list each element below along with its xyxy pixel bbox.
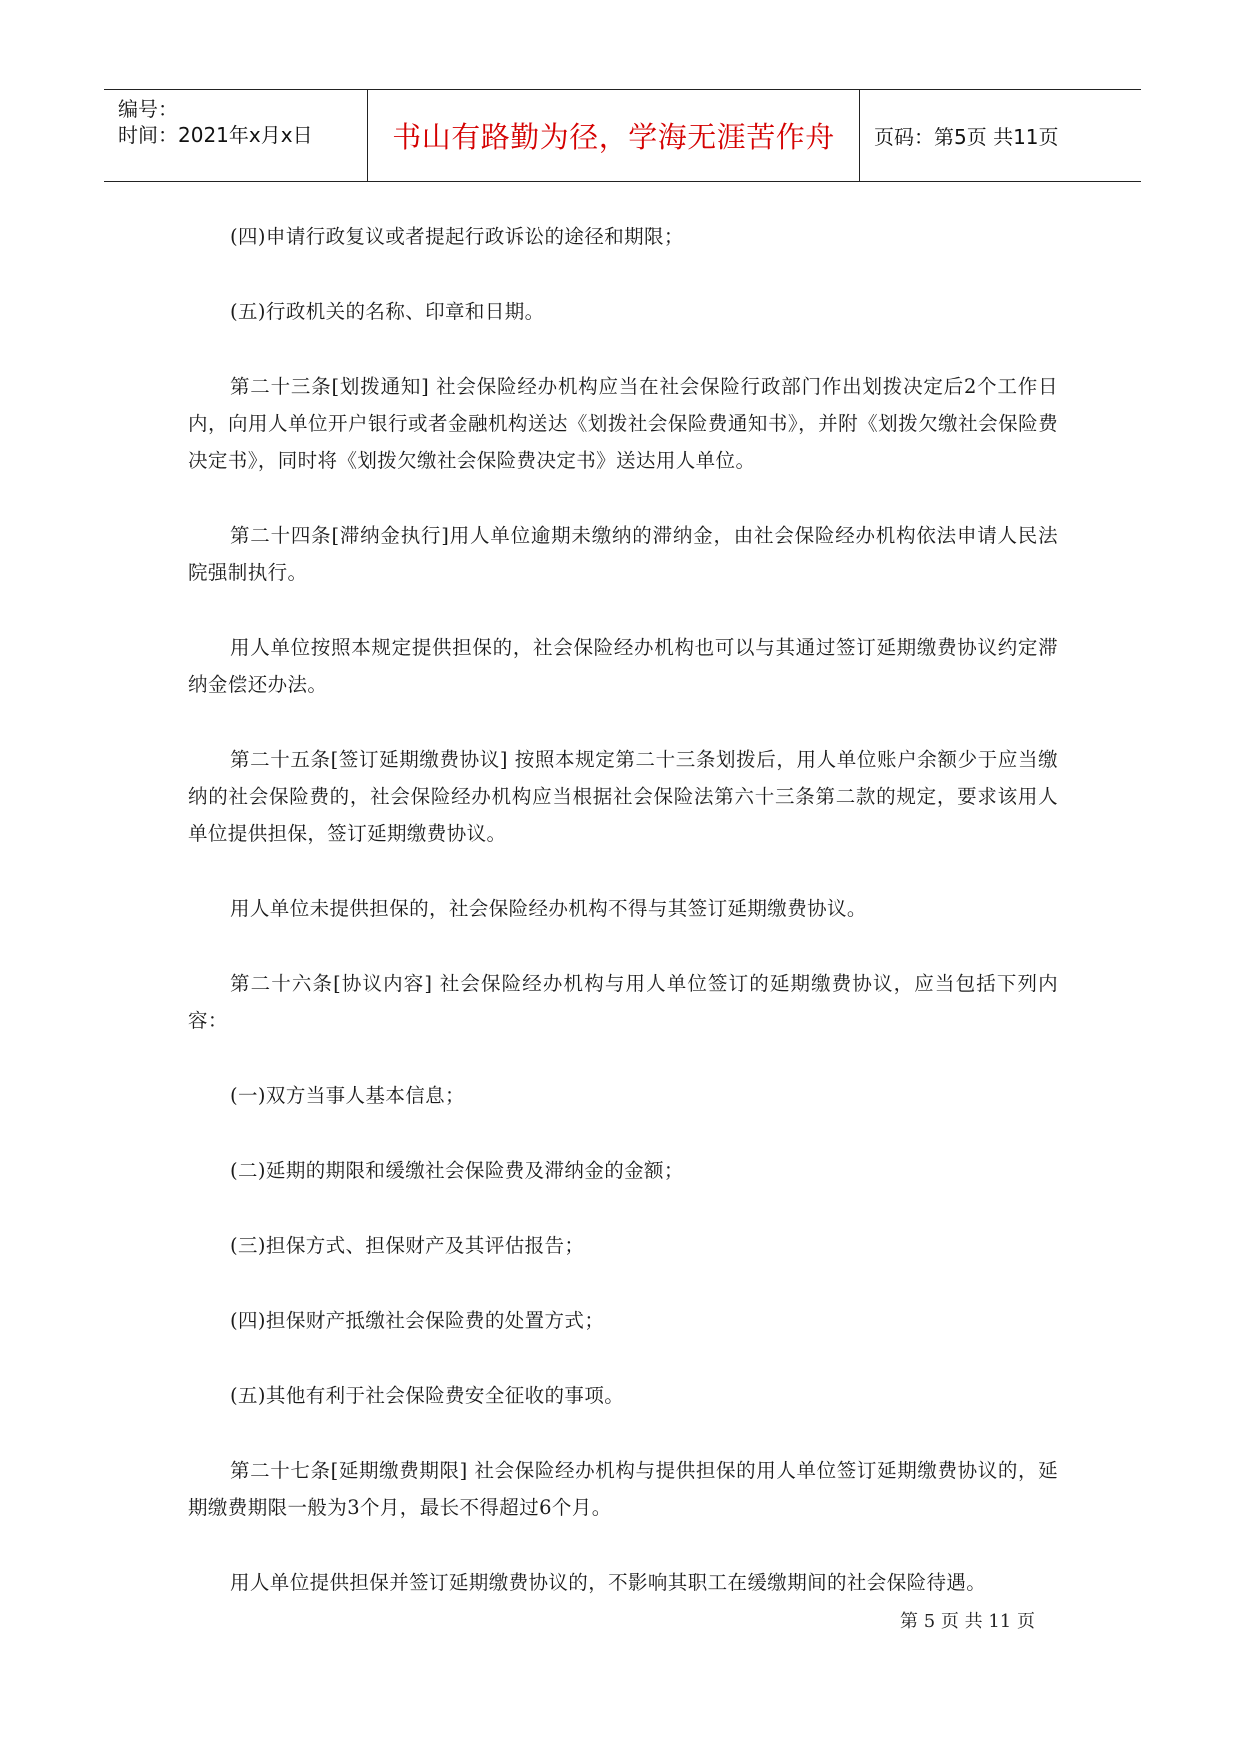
header-motto: 书山有路勤为径，学海无涯苦作舟 (392, 120, 835, 154)
paragraph: 第二十六条[协议内容] 社会保险经办机构与用人单位签订的延期缴费协议，应当包括下列内容： (188, 972, 1058, 1032)
paragraph: (二)延期的期限和缓缴社会保险费及滞纳金的金额； (230, 1159, 684, 1182)
paragraph: (五)行政机关的名称、印章和日期。 (230, 300, 545, 323)
page-header (104, 89, 1141, 182)
paragraph: 用人单位提供担保并签订延期缴费协议的，不影响其职工在缓缴期间的社会保险待遇。 (230, 1571, 987, 1594)
document-number-label: 编号： (118, 97, 178, 121)
paragraph: (三)担保方式、担保财产及其评估报告； (230, 1234, 585, 1257)
paragraph: (五)其他有利于社会保险费安全征收的事项。 (230, 1384, 625, 1407)
header-motto-cell (368, 90, 860, 181)
paragraph: 第二十七条[延期缴费期限] 社会保险经办机构与提供担保的用人单位签订延期缴费协议的，延期缴费期限一般为3个月，最长不得超过6个月。 (188, 1459, 1058, 1519)
paragraph: 用人单位按照本规定提供担保的，社会保险经办机构也可以与其通过签订延期缴费协议约定滞纳金偿还办法。 (188, 636, 1058, 696)
paragraph: 第二十五条[签订延期缴费协议] 按照本规定第二十三条划拨后，用人单位账户余额少于应当缴纳的社会保险费的，社会保险经办机构应当根据社会保险法第六十三条第二款的规定，要求该用人单位提供担保，签订延期缴费协议。 (188, 748, 1058, 845)
paragraph: 第二十四条[滞纳金执行]用人单位逾期未缴纳的滞纳金，由社会保险经办机构依法申请人民法院强制执行。 (188, 524, 1059, 584)
paragraph: (一)双方当事人基本信息； (230, 1084, 465, 1107)
document-time-label: 时间：2021年x月x日 (118, 123, 313, 147)
document-body (188, 218, 1058, 1639)
header-page-number: 页码：第5页 共11页 (874, 125, 1059, 149)
paragraph: 用人单位未提供担保的，社会保险经办机构不得与其签订延期缴费协议。 (230, 897, 867, 920)
paragraph: (四)申请行政复议或者提起行政诉讼的途径和期限； (230, 225, 684, 248)
paragraph: (四)担保财产抵缴社会保险费的处置方式； (230, 1309, 605, 1332)
page-footer: 第 5 页 共 11 页 (900, 1611, 1035, 1632)
header-info-cell (104, 90, 368, 181)
paragraph: 第二十三条[划拨通知] 社会保险经办机构应当在社会保险行政部门作出划拨决定后2个工作日内，向用人单位开户银行或者金融机构送达《划拨社会保险费通知书》，并附《划拨欠缴社会保险费决定书》，同时将《划拨欠缴社会保险费决定书》送达用人单位。 (188, 375, 1058, 472)
header-page-cell (860, 90, 1141, 181)
